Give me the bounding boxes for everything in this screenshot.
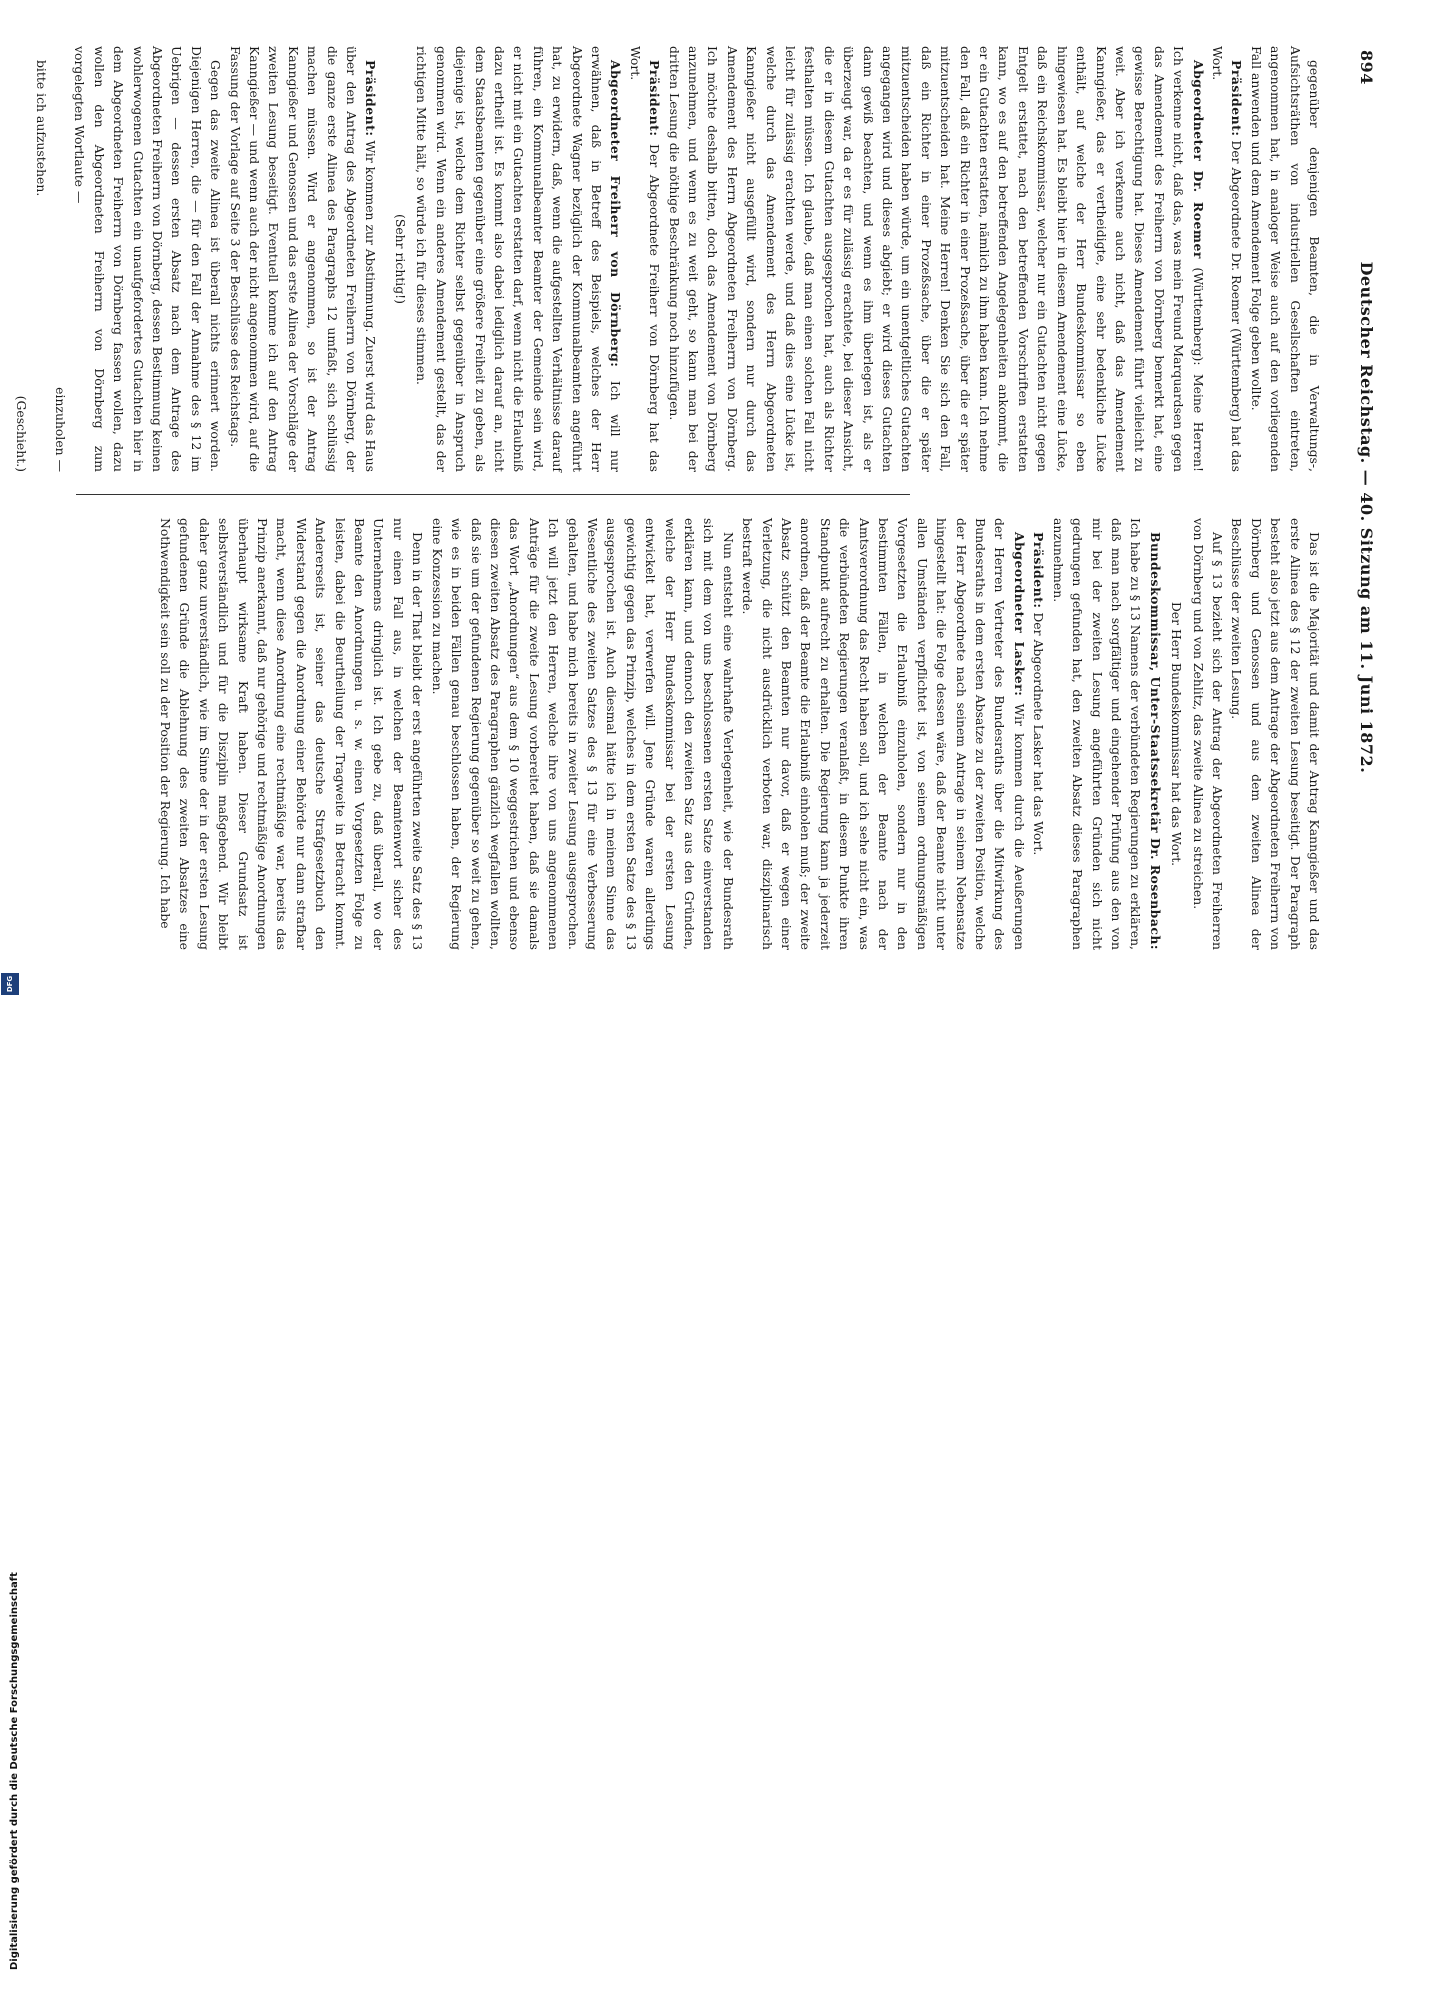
speaker-label: Abgeordneter Dr. Roemer: [1190, 60, 1206, 259]
speaker-label: Präsident:: [1229, 60, 1245, 137]
paragraph-text: Gegen das zweite Alinea ist überall nichts erinnert worden. Diejenigen Herren, die — für den Fall der Annahme des § 12 im Uebrigen — dessen ersten Absatz nach dem Antrage des Abgeordneten Freiherrn von Dörnberg, dessen Bestimmung keinen wohlerwogenen Gutachten ein unaufgefordertes Gutachten hier in dem Abgeordneten Freiherrn von Dörnberg fassen wollen, dazu wollen den Abgeordneten Freiherrn von Dörnberg zum vorgelegten Wortlaute —: [72, 46, 224, 472]
paragraph: [31, 46, 50, 472]
scanned-page: [14, 20, 1396, 980]
paragraph: [625, 46, 664, 472]
right-aligned-line: einzuholen —: [53, 387, 68, 472]
paragraph: [738, 518, 1029, 950]
page-sheet: [14, 20, 1396, 980]
page-number: 894: [1357, 50, 1376, 85]
paragraph: [664, 46, 1207, 472]
paragraph: [70, 46, 225, 472]
paragraph: [1048, 518, 1164, 950]
paragraph: [225, 46, 380, 472]
paragraph-text: Wir kommen durch die Aeußerungen der Herren Vertreter des Bundesraths über die Mitwirkung des Bundesraths in dem ersten Absatze zu der zweiten Position, welche der Herr Abgeordnete nach seinem Antrage in seinem Nebensatze hingestellt hat: die Folge dessen wäre, daß der Beamte nicht unter allen Umständen verpflichtet ist, von seinem ordnungsmäßigen Vorgesetzten die Erlaubniß einzuholen, sondern nur in den bestimmten Fällen, in welchen der Beamte nach der Amtsverordnung das Recht haben soll, und ich sehe nicht ein, was die verbündeten Regierungen veranlaßt, in diesem Punkte ihren Standpunkt aufrecht zu erhalten. Die Regierung kann ja jederzeit anordnen, daß der Beamte die Erlaubniß einholen muß; der zweite Absatz schützt den Beamten nur davor, daß er wegen einer Verletzung, die nicht ausdrücklich verboten war, disziplinarisch bestraft werde.: [740, 518, 1027, 950]
paragraph-text: Ich habe zu § 13 Namens der verbündeten Regierungen zu erklären, daß man nach sorgfältiger und eingehender Prüfung aus den von mir bei der zweiten Lesung angeführten Gründen sich nicht gedrungen gefunden hat, den zweiten Absatz dieses Paragraphen anzunehmen.: [1050, 518, 1144, 950]
paragraph-text: bitte ich aufzustehen.: [33, 60, 49, 197]
paragraph: [1227, 518, 1324, 950]
paragraph-text: Denn in der That bleibt der erst angeführten zweite Satz des § 13 nur einen Fall aus, in welchen der Beamtenwort sicher des Unternehmens dringlich ist. Ich gebe zu, daß überall, wo der Beamte den Anordnungen u. s. w. einen Vorgesetzten Folge zu leisten, dabei die Beurtheilung der Tragweite in Betracht kommt. Andererseits ist, seiner das deutsche Strafgesetzbuch den Widerstand gegen die Anordnung einer Behörde nur dann strafbar macht, wenn diese Anordnung eine rechtmäßige war, bereits das Prinzip anerkannt, daß nur gehörige und rechtmäßige Anordnungen überhaupt wirksame Kraft haben. Dieser Grundsatz ist selbstverständlich und für die Disziplin maßgebend. Wir bleibt daher ganz unverständlich, wie im Sinne der in der ersten Lesung gefundenen Gründe die Ablehnung des zweiten Absatzes eine Nothwendigkeit sein soll zu der Position der Regierung. Ich habe: [158, 518, 426, 950]
paragraph: [1208, 46, 1247, 472]
paragraph: [427, 518, 738, 950]
speaker-label: Präsident:: [363, 60, 379, 137]
paragraph-text: Ich will nur erwähnen, daß in Betreff des Beispiels, welches der Herr Abgeordnete Wagner bezüglich der Kommunalbeamten angeführt hat, zu erwidern, daß, wenn die aufgestellten Verhältnisse darauf führen, ein Kommunalbeamter Beamter der Gemeinde sein wird, er nicht mit ein Gutachten erstatten darf, wenn nicht die Erlaubniß dazu ertheilt ist. Es kommt also dabei lediglich darauf an, nicht dem Staatsbeamten gegenüber eine größere Freiheit zu geben, als diejenige ist, welche dem Richter selbst gegenüber in Anspruch genommen wird. Wenn ein anderes Amendement gestellt, das der richtigen Mitte hält, so würde ich für dieses stimmen.: [414, 46, 624, 472]
right-aligned-line: (Geschieht.): [14, 395, 30, 472]
paragraph-text: Auf § 13 bezieht sich der Antrag der Abgeordneten Freiherren von Dörnberg und von Zehlitz, das zweite Alinea zu streichen.: [1190, 518, 1225, 950]
paragraph: [1188, 518, 1227, 950]
dfg-logo-icon: [1, 973, 19, 995]
speaker-label: Präsident:: [1031, 532, 1047, 609]
interjection: (Sehr richtig!): [392, 214, 408, 304]
speaker-label: Abgeordneter Freiherr von Dörnberg:: [608, 60, 624, 368]
right-column: [86, 518, 1324, 950]
paragraph-text: Der Abgeordnete Freiherr von Dörnberg hat das Wort.: [627, 46, 663, 472]
digitization-notice: [2, 1000, 22, 2000]
page-title: Deutscher Reichstag. — 40. Sitzung am 11. Juni 1872.: [1357, 261, 1376, 774]
left-column: [14, 46, 1324, 472]
column-divider: [76, 494, 910, 495]
speaker-label: Präsident:: [647, 60, 663, 137]
paragraph-text: (Württemberg): Meine Herren! Ich verkenne nicht, daß das, was mein Freund Marquardsen gegen das Amendement des Freiherrn von Dörnberg bemerkt hat, eine gewisse Berechtigung hat. Dieses Amendement führt vielleicht zu weit. Aber ich verkenne auch nicht, daß das Amendement Kanngießer, das er vertheidigte, eine sehr bedenkliche Lücke enthält, auf welche der Herr Bundeskommissar so eben hingewiesen hat. Es bleibt hier in diesem Amendement eine Lücke, daß ein Reichskommissar, welcher nur ein Gutachten nicht gegen Entgelt erstattet, nach den betreffenden Vorschriften erstatten kann, wo es auf den betreffenden Angelegenheiten ankommt, die er ein Gutachten erstatten, nämlich zu ihm haben kann. Ich nehme den Fall, daß ein Richter in einer Prozeßsache, über die er später mitzuentscheiden hat. Meine Herren! Denken Sie sich den Fall, daß ein Richter in einer Prozeßsache, über die er später mitzuentscheiden haben würde, um ein unentgeltliches Gutachten angegangen wird und dieses abgiebt; er wird dieses Gutachten dann gewiß beachten, und wenn es ihm überlegen ist, als er überzeugt war, da er es für zulässig erachtete, bei dieser Ansicht, die er in diesem Gutachten ausgesprochen hat, auch als Richter festhalten müssen. Ich glaube, daß man einen solchen Fall nicht leicht für zulässig erachten werde, und daß dies eine Lücke ist, welche durch das Amendement des Herrn Abgeordneten Kanngießer nicht ausgefüllt wird, sondern nur durch das Amendement des Herrn Abgeordneten Freiherrn von Dörnberg. Ich möchte deshalb bitten, doch das Amendement von Dörnberg anzunehmen, und wenn es zu weit geht, so kann man bei der dritten Lesung die nöthige Beschränkung noch hinzufügen.: [666, 46, 1206, 472]
dfg-logo-text: DFG: [6, 975, 14, 993]
paragraph-text: Der Abgeordnete Lasker hat das Wort.: [1031, 608, 1047, 856]
speaker-label: Abgeordneter Lasker:: [1011, 532, 1027, 697]
speaker-label: Bundeskommissar, Unter-Staatssekretär Dr. Rosenbach:: [1147, 532, 1163, 951]
paragraph-text: Wir kommen zur Abstimmung. Zuerst wird das Haus über den Antrag des Abgeordneten Freiherrn von Dörnberg, der die ganze erste Alinea des Paragraphs 12 umfaßt, sich schlüssig machen müssen. Wird er angenommen, so ist der Antrag Kanngießer und Genossen und das erste Alinea der Vorschläge der zweiten Lesung beseitigt. Eventuell komme ich auf den Antrag Kanngießer — und wenn auch der nicht angenommen wird, auf die Fassung der Vorlage auf Seite 3 der Beschlüsse des Reichstags.: [227, 46, 379, 472]
paragraph-text: Der Abgeordnete Dr. Roemer (Württemberg) hat das Wort.: [1209, 46, 1245, 472]
paragraph: [1029, 518, 1048, 950]
interjection: Der Herr Bundeskommissar hat das Wort.: [1169, 601, 1185, 867]
paragraph: [156, 518, 428, 950]
paragraph-text: gegenüber denjenigen Beamten, die in Verwaltungs-, Aufsichtsräthen von industriellen Gesellschaften eintreten, angenommen hat, in analoger Weise auch auf den vorliegenden Fall anwenden und dem Amendement Folge geben wollte.: [1248, 46, 1322, 472]
paragraph-gap: [381, 46, 389, 472]
digitization-notice-text: Digitalisierung gefördert durch die Deutsche Forschungsgemeinschaft: [9, 1572, 20, 1970]
paragraph-text: Das ist die Majorität und damit der Antrag Kanngießer und das erste Alinea des § 12 der zweiten Lesung beseitigt. Der Paragraph besteht also jetzt aus dem Antrage der Abgeordneten Freiherrn von Dörnberg und Genossen und aus dem zweiten Alinea der Beschlüsse der zweiten Lesung.: [1229, 518, 1322, 950]
page-header: [1346, 50, 1376, 950]
paragraph-text: Nun entsteht eine wahrhafte Verlegenheit, wie der Bundesrath sich mit dem von uns beschlossenen ersten Satze einverstanden erklären kann, und dennoch den zweiten Satz aus den Gründen, welche der Herr Bundeskommissar bei der ersten Lesung entwickelt hat, verwerfen will. Jene Gründe waren allerdings gewichtig gegen das Prinzip, welches in dem ersten Satze des § 13 ausgesprochen ist. Auch diesmal hätte ich in meinem Sinne das Wesentliche des zweiten Satzes des § 13 für eine Verbesserung gehalten, und habe mich bereits in zweiter Lesung ausgesprochen. Ich will jetzt den Herren, welche ihre von uns angenommenen Anträge für die zweite Lesung vorbereitet haben, daß sie damals das Wort „Anordnungen“ aus dem § 10 weggestrichen und ebenso diesen zweiten Absatz des Paragraphen gänzlich wegfallen wollten, daß sie um der gefundenen Regierung gegenüber so weit zu gehen, wie es in beiden Fällen genau beschlossen haben, der Regierung eine Konzession zu machen.: [429, 518, 736, 950]
paragraph: [412, 46, 625, 472]
paragraph: [1246, 46, 1324, 472]
